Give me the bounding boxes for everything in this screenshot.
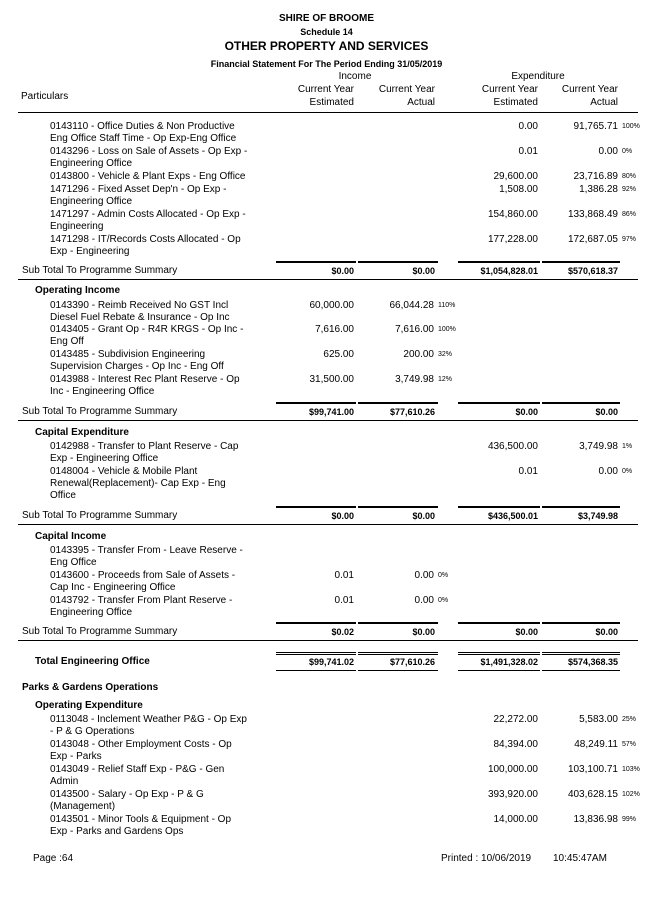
subtotal-label: Sub Total To Programme Summary [22, 265, 178, 276]
total-rule-3b [458, 654, 540, 655]
subtotal-rule [276, 261, 356, 263]
section-operating-expenditure: Operating Expenditure [35, 700, 143, 711]
row-expense-estimated: 29,600.00 [493, 171, 538, 182]
row-particulars-line1: 0143395 - Transfer From - Leave Reserve - [50, 545, 243, 556]
report-title: OTHER PROPERTY AND SERVICES [224, 39, 429, 53]
row-expense-actual: 0.00 [598, 146, 618, 157]
row-particulars-line2: Diesel Fuel Rebate & Insurance - Op Inc [50, 312, 230, 323]
subtotal-expense-estimated: $0.00 [515, 627, 538, 637]
subtotal-expense-actual: $0.00 [595, 407, 618, 417]
row-income-estimated: 0.01 [334, 595, 354, 606]
total-under-3 [458, 670, 540, 671]
row-particulars-line1: 1471298 - IT/Records Costs Allocated - Op [50, 234, 241, 245]
total-inc-act: $77,610.26 [389, 657, 435, 667]
row-particulars-line2: Inc - Engineering Office [50, 386, 155, 397]
section-parks-gardens: Parks & Gardens Operations [22, 682, 159, 693]
subtotal-rule [358, 506, 438, 508]
row-income-percent: 32% [438, 351, 453, 358]
row-expense-actual: 48,249.11 [574, 739, 618, 750]
section-capital-income: Capital Income [35, 531, 107, 542]
row-particulars-line2: Exp - Engineering [50, 246, 130, 257]
row-expense-actual: 3,749.98 [579, 441, 618, 452]
row-particulars-line2: Cap Inc - Engineering Office [50, 582, 176, 593]
subtotal-income-actual: $0.00 [412, 511, 435, 521]
row-income-percent: 0% [438, 597, 449, 604]
exp-est-header-2: Estimated [493, 97, 538, 108]
header-divider [18, 112, 638, 113]
row-expense-percent: 86% [622, 211, 637, 218]
particulars-header: Particulars [21, 91, 69, 102]
total-inc-est: $99,741.02 [308, 657, 354, 667]
row-income-percent: 100% [438, 326, 456, 333]
total-rule-1b [276, 654, 356, 655]
row-expense-percent: 0% [622, 148, 633, 155]
row-expense-estimated: 0.01 [518, 146, 538, 157]
total-under-1 [276, 670, 356, 671]
subtotal-rule [458, 506, 540, 508]
row-particulars-line1: 0143600 - Proceeds from Sale of Assets - [50, 570, 236, 581]
total-rule-4b [542, 654, 620, 655]
row-particulars-line2: Admin [50, 776, 79, 787]
subtotal-rule [542, 622, 620, 624]
total-exp-est: $1,491,328.02 [480, 657, 538, 667]
row-expense-estimated: 1,508.00 [499, 184, 538, 195]
row-income-actual: 7,616.00 [395, 324, 434, 335]
row-particulars-line1: 0143500 - Salary - Op Exp - P & G [50, 789, 204, 800]
row-expense-percent: 97% [622, 236, 637, 243]
subtotal-rule [458, 402, 540, 404]
row-particulars-line1: 0143988 - Interest Rec Plant Reserve - Op [50, 374, 240, 385]
subtotal-expense-actual: $3,749.98 [577, 511, 618, 521]
row-particulars-line1: 1471296 - Fixed Asset Dep'n - Op Exp - [50, 184, 227, 195]
exp-est-header-1: Current Year [481, 84, 538, 95]
row-income-estimated: 60,000.00 [309, 300, 354, 311]
subtotal-rule [542, 506, 620, 508]
row-expense-actual: 5,583.00 [579, 714, 618, 725]
row-particulars-line1: 0143390 - Reimb Received No GST Incl [50, 300, 229, 311]
row-income-estimated: 31,500.00 [309, 374, 354, 385]
subtotal-income-estimated: $99,741.00 [308, 407, 354, 417]
row-particulars-line3: Office [50, 490, 76, 501]
row-expense-actual: 133,868.49 [567, 209, 618, 220]
row-income-actual: 0.00 [414, 570, 434, 581]
row-particulars-line2: Supervision Charges - Op Inc - Eng Off [50, 361, 224, 372]
total-label: Total Engineering Office [35, 656, 150, 667]
printed-date: Printed : 10/06/2019 [441, 853, 532, 864]
row-expense-estimated: 177,228.00 [487, 234, 538, 245]
total-rule-2a [358, 652, 438, 653]
subtotal-income-actual: $0.00 [412, 266, 435, 276]
row-income-actual: 3,749.98 [395, 374, 434, 385]
subtotal-label: Sub Total To Programme Summary [22, 626, 178, 637]
row-particulars-line1: 0143048 - Other Employment Costs - Op [50, 739, 232, 750]
row-expense-percent: 103% [622, 766, 640, 773]
inc-act-header-2: Actual [407, 97, 435, 108]
row-expense-percent: 1% [622, 443, 633, 450]
subtotal-income-estimated: $0.00 [331, 511, 354, 521]
row-expense-estimated: 100,000.00 [487, 764, 538, 775]
total-rule-4a [542, 652, 620, 653]
row-income-estimated: 625.00 [323, 349, 354, 360]
row-income-actual: 0.00 [414, 595, 434, 606]
subtotal-rule [276, 622, 356, 624]
subtotal-rule [276, 402, 356, 404]
row-particulars-line1: 0143110 - Office Duties & Non Productive [50, 121, 235, 132]
row-expense-percent: 57% [622, 741, 637, 748]
income-header: Income [338, 71, 372, 82]
subtotal-rule [542, 402, 620, 404]
row-particulars-line1: 0142988 - Transfer to Plant Reserve - Cap [50, 441, 239, 452]
total-rule-3a [458, 652, 540, 653]
section-operating-income: Operating Income [35, 285, 121, 296]
row-particulars-line1: 0143792 - Transfer From Plant Reserve - [50, 595, 233, 606]
row-particulars-line1: 0143800 - Vehicle & Plant Exps - Eng Office [50, 171, 246, 182]
subtotal-rule [276, 506, 356, 508]
row-expense-actual: 103,100.71 [567, 764, 618, 775]
subtotal-divider [18, 279, 638, 280]
row-particulars-line2: Engineering Office [50, 607, 133, 618]
subtotal-income-estimated: $0.00 [331, 266, 354, 276]
row-expense-estimated: 0.00 [518, 121, 538, 132]
total-rule-2b [358, 654, 438, 655]
row-expense-estimated: 154,860.00 [487, 209, 538, 220]
inc-est-header-1: Current Year [297, 84, 354, 95]
schedule-label: Schedule 14 [300, 27, 353, 37]
total-rule-1a [276, 652, 356, 653]
row-expense-percent: 100% [622, 123, 640, 130]
row-expense-actual: 1,386.28 [579, 184, 618, 195]
row-expense-percent: 102% [622, 791, 640, 798]
row-income-percent: 12% [438, 376, 453, 383]
row-particulars-line1: 0143405 - Grant Op - R4R KRGS - Op Inc - [50, 324, 244, 335]
total-under-4 [542, 670, 620, 671]
exp-act-header-1: Current Year [561, 84, 618, 95]
subtotal-income-estimated: $0.02 [331, 627, 354, 637]
row-income-actual: 200.00 [403, 349, 434, 360]
row-particulars-line1: 1471297 - Admin Costs Allocated - Op Exp - [50, 209, 246, 220]
subtotal-rule [358, 622, 438, 624]
row-expense-estimated: 22,272.00 [493, 714, 538, 725]
subtotal-rule [458, 622, 540, 624]
subtotal-expense-actual: $0.00 [595, 627, 618, 637]
exp-act-header-2: Actual [590, 97, 618, 108]
subtotal-divider [18, 524, 638, 525]
row-expense-estimated: 436,500.00 [487, 441, 538, 452]
row-income-estimated: 7,616.00 [315, 324, 354, 335]
row-expense-estimated: 0.01 [518, 466, 538, 477]
row-expense-percent: 80% [622, 173, 637, 180]
subtotal-rule [458, 261, 540, 263]
row-expense-percent: 25% [622, 716, 637, 723]
row-particulars-line2: Exp - Engineering Office [50, 453, 159, 464]
printed-time: 10:45:47AM [553, 853, 607, 864]
subtotal-expense-estimated: $0.00 [515, 407, 538, 417]
subtotal-rule [358, 261, 438, 263]
row-particulars-line1: 0148004 - Vehicle & Mobile Plant [50, 466, 198, 477]
row-particulars-line2: Engineering [50, 221, 104, 232]
subtotal-income-actual: $77,610.26 [389, 407, 435, 417]
subtotal-rule [542, 261, 620, 263]
org-name: SHIRE OF BROOME [278, 13, 374, 24]
row-expense-percent: 92% [622, 186, 637, 193]
row-expense-actual: 91,765.71 [573, 121, 618, 132]
subtotal-income-actual: $0.00 [412, 627, 435, 637]
row-particulars-line1: 0143049 - Relief Staff Exp - P&G - Gen [50, 764, 225, 775]
row-expense-percent: 0% [622, 468, 633, 475]
row-income-percent: 0% [438, 572, 449, 579]
row-income-percent: 110% [438, 302, 456, 309]
total-exp-act: $574,368.35 [567, 657, 618, 667]
row-particulars-line1: 0143296 - Loss on Sale of Assets - Op Exp - [50, 146, 248, 157]
row-particulars-line2: Exp - Parks and Gardens Ops [50, 826, 184, 837]
row-particulars-line1: 0113048 - Inclement Weather P&G - Op Exp [50, 714, 247, 725]
subtotal-divider [18, 420, 638, 421]
row-expense-actual: 13,836.98 [573, 814, 618, 825]
row-particulars-line2: Eng Office Staff Time - Op Exp-Eng Office [50, 133, 237, 144]
expenditure-header: Expenditure [511, 71, 565, 82]
row-income-estimated: 0.01 [334, 570, 354, 581]
subtotal-label: Sub Total To Programme Summary [22, 510, 178, 521]
row-particulars-line2: (Management) [50, 801, 116, 812]
row-particulars-line1: 0143501 - Minor Tools & Equipment - Op [50, 814, 232, 825]
subtotal-expense-actual: $570,618.37 [567, 266, 618, 276]
row-expense-estimated: 393,920.00 [487, 789, 538, 800]
subtotal-expense-estimated: $1,054,828.01 [480, 266, 538, 276]
row-expense-actual: 23,716.89 [573, 171, 618, 182]
page-number: Page :64 [33, 853, 74, 864]
row-particulars-line2: Renewal(Replacement)- Cap Exp - Eng [50, 478, 226, 489]
row-expense-estimated: 14,000.00 [493, 814, 538, 825]
section-capital-expenditure: Capital Expenditure [35, 427, 129, 438]
row-particulars-line2: Engineering Office [50, 158, 133, 169]
row-expense-percent: 99% [622, 816, 637, 823]
row-particulars-line1: 0143485 - Subdivision Engineering [50, 349, 206, 360]
inc-est-header-2: Estimated [309, 97, 354, 108]
row-particulars-line2: - P & G Operations [50, 726, 135, 737]
row-expense-actual: 0.00 [598, 466, 618, 477]
inc-act-header-1: Current Year [378, 84, 435, 95]
row-particulars-line2: Eng Office [50, 557, 97, 568]
row-expense-actual: 172,687.05 [567, 234, 618, 245]
subtotal-expense-estimated: $436,500.01 [487, 511, 538, 521]
row-particulars-line2: Eng Off [50, 336, 84, 347]
subtotal-rule [358, 402, 438, 404]
row-particulars-line2: Exp - Parks [50, 751, 102, 762]
row-income-actual: 66,044.28 [389, 300, 434, 311]
subtotal-divider [18, 640, 638, 641]
total-under-2 [358, 670, 438, 671]
subtotal-label: Sub Total To Programme Summary [22, 406, 178, 417]
row-expense-estimated: 84,394.00 [493, 739, 538, 750]
row-expense-actual: 403,628.15 [567, 789, 618, 800]
report-period: Financial Statement For The Period Ending 31/05/2019 [210, 59, 443, 69]
row-particulars-line2: Engineering Office [50, 196, 133, 207]
